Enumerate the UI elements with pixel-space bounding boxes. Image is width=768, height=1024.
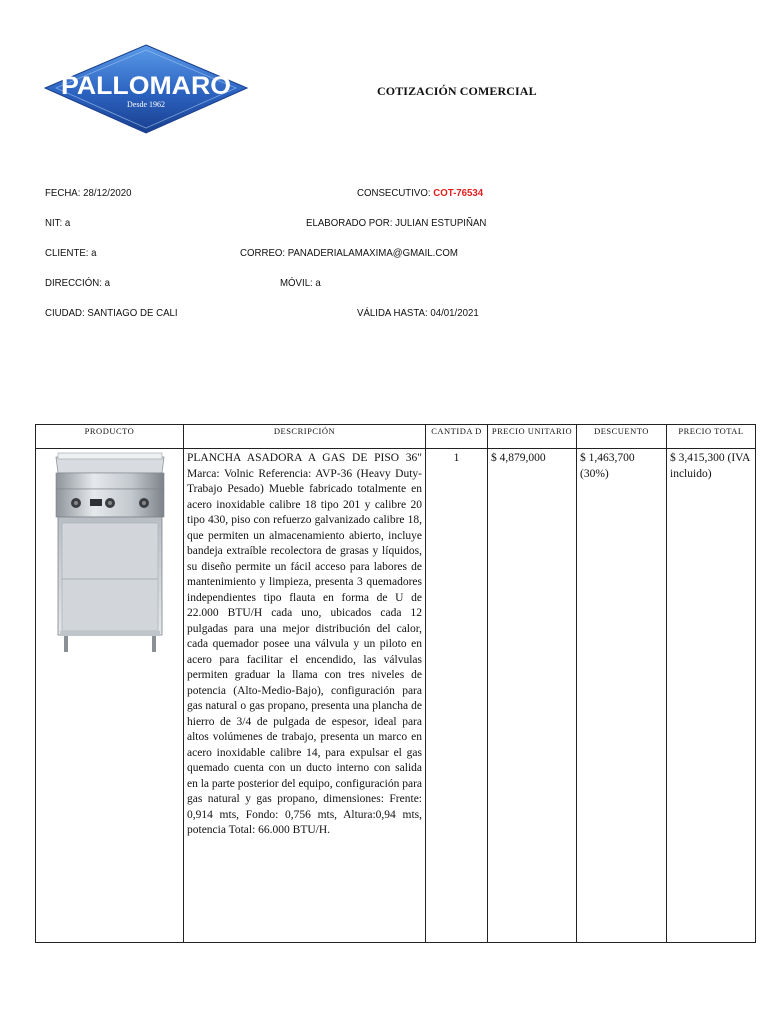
correo-field: CORREO: PANADERIALAMAXIMA@GMAIL.COM — [240, 247, 458, 259]
header-precio-unitario: PRECIO UNITARIO — [488, 425, 577, 449]
header-precio-total: PRECIO TOTAL — [667, 425, 756, 449]
description-cell: PLANCHA ASADORA A GAS DE PISO 36" Marca: Volnic Referencia: AVP-36 (Heavy Duty-Trabajo Pesado) Mueble fabricado totalmente en acero inoxidable calibre 18 tipo 201 y calibre 20 tipo 430, piso con refuerzo galvanizado calibre 18, que permiten un almacenamiento abierto, incluye bandeja extraíble recolectora de grasas y líquidos, su diseño permite un fácil acceso para labores de mantenimiento y limpieza, presenta 3 quemadores independientes tipo flauta en forma de U de 22.000 BTU/H cada uno, ubicados cada 12 pulgadas para una mejor distribución del calor, cada quemador posee una válvula y un piloto en acero para facilitar el encendido, las válvulas permiten graduar la llama con tres niveles de potencia (Alto-Medio-Bajo), configuración para gas natural o gas propano, presenta una plancha de hierro de 3/4 de pulgada de espesor, ideal para altos volúmenes de trabajo, presenta un marco en acero inoxidable calibre 14, para expulsar el gas quemado cuenta con un ducto interno con salida en la parte posterior del equipo, configuración para gas natural y gas propano, dimensiones: Frente: 0,914 mts, Fondo: 0,756 mts, Altura:0,94 mts, potencia Total: 66.000 BTU/H. — [184, 449, 426, 943]
quantity-cell: 1 — [426, 449, 488, 943]
discount-cell: $ 1,463,700 (30%) — [577, 449, 667, 943]
brand-name: PALLOMARO — [61, 72, 231, 100]
quote-table — [35, 424, 756, 943]
consecutivo-field — [357, 187, 483, 199]
consecutivo-value: COT-76534 — [433, 187, 484, 199]
unit-price-cell: $ 4,879,000 — [488, 449, 577, 943]
fecha-label: FECHA: — [45, 187, 84, 199]
movil-field: MÓVIL: a — [280, 277, 321, 289]
nit-field: NIT: a — [45, 217, 71, 229]
fecha-field — [45, 187, 131, 199]
brand-tagline: Desde 1962 — [127, 100, 165, 109]
total-price-cell: $ 3,415,300 (IVA incluido) — [667, 449, 756, 943]
direccion-field: DIRECCIÓN: a — [45, 277, 110, 289]
valida-field: VÁLIDA HASTA: 04/01/2021 — [357, 307, 479, 319]
pallomaro-logo — [44, 44, 248, 134]
gas-griddle-image — [50, 451, 170, 666]
table-row — [36, 449, 756, 943]
table-header-row — [36, 425, 756, 449]
document-title: COTIZACIÓN COMERCIAL — [377, 84, 537, 98]
consecutivo-label: CONSECUTIVO: — [357, 187, 434, 199]
ciudad-field: CIUDAD: SANTIAGO DE CALI — [45, 307, 178, 319]
header-descripcion: DESCRIPCIÓN — [184, 425, 426, 449]
elaborado-field: ELABORADO POR: JULIAN ESTUPIÑAN — [306, 217, 487, 229]
header-descuento: DESCUENTO — [577, 425, 667, 449]
fecha-value: 28/12/2020 — [83, 187, 132, 199]
header-cantidad: CANTIDA D — [426, 425, 488, 449]
cliente-field: CLIENTE: a — [45, 247, 97, 259]
product-cell — [36, 449, 184, 943]
header-producto: PRODUCTO — [36, 425, 184, 449]
